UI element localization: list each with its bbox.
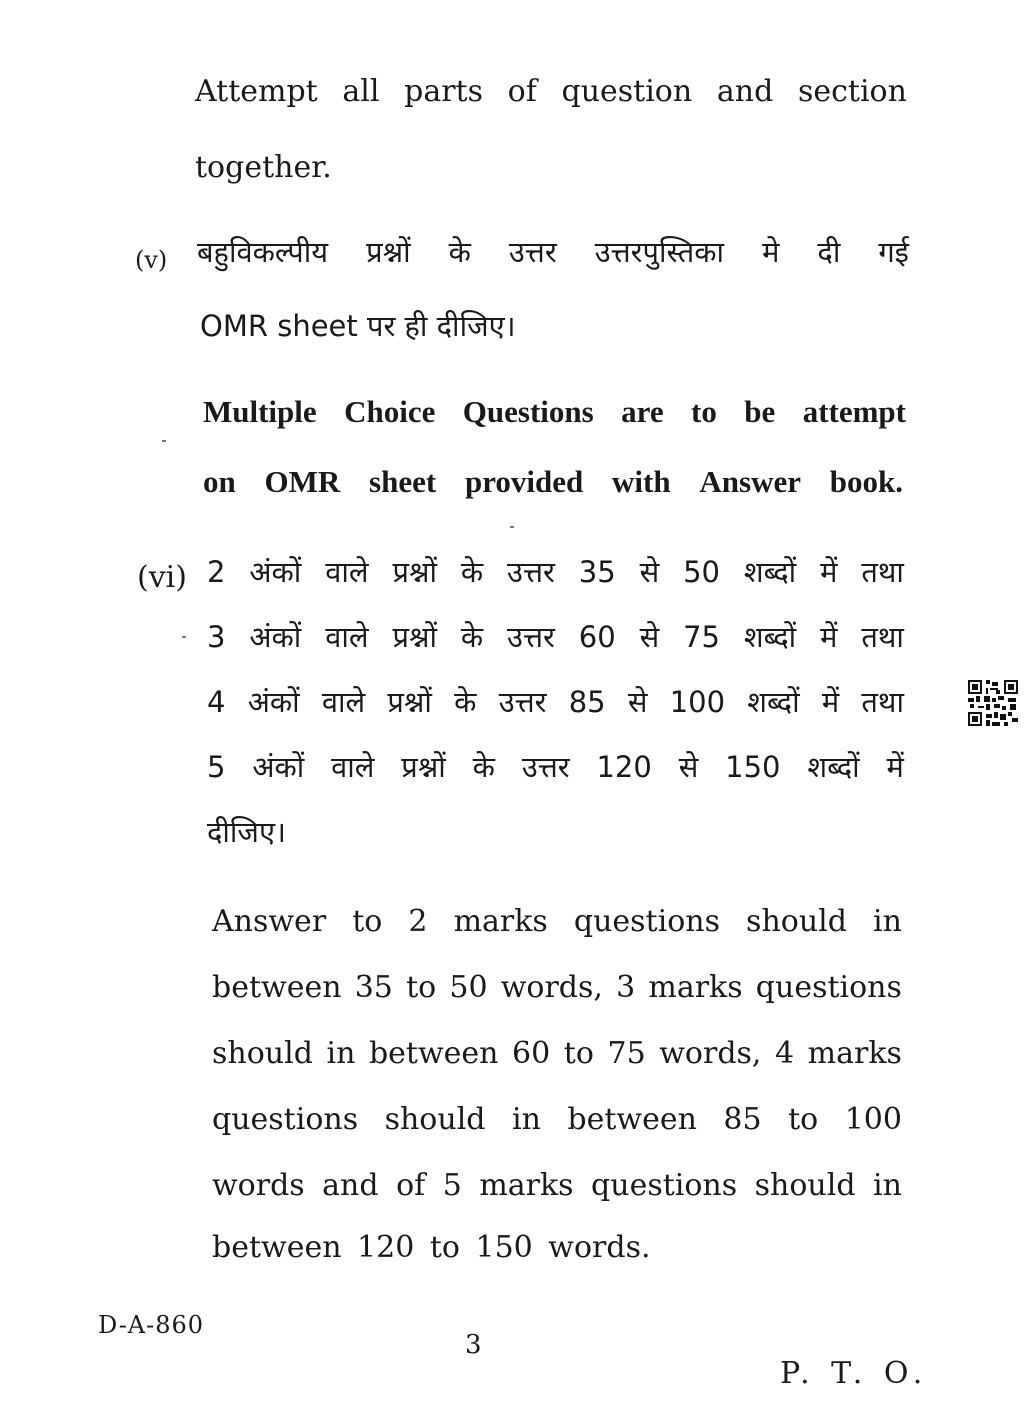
item-v-english-line-2 bbox=[203, 462, 903, 502]
word: 100 bbox=[669, 685, 726, 719]
word: questions bbox=[212, 1102, 359, 1137]
word: के bbox=[472, 750, 495, 784]
word: questions bbox=[591, 1168, 738, 1203]
word: 3 bbox=[207, 620, 226, 654]
word: के bbox=[460, 620, 484, 654]
item-v-english-line-1 bbox=[203, 392, 906, 432]
word: 35 bbox=[578, 555, 616, 589]
word: मे bbox=[762, 235, 780, 269]
word: 150 bbox=[725, 750, 781, 784]
word: in bbox=[326, 1036, 356, 1071]
word: Attempt bbox=[195, 74, 318, 109]
word: 50 bbox=[449, 970, 488, 1005]
word: उत्तर bbox=[508, 235, 557, 269]
item-v-hindi-line-2: OMR sheet पर ही दीजिए। bbox=[200, 309, 516, 343]
word: should bbox=[384, 1102, 486, 1137]
item-vi-english-line-2 bbox=[212, 968, 902, 1008]
word: Answer bbox=[212, 904, 327, 939]
word: में bbox=[886, 750, 904, 784]
item-vi-hindi-line-2 bbox=[207, 617, 904, 657]
word: attempt bbox=[802, 394, 906, 429]
word: बहुविकल्पीय bbox=[197, 235, 329, 269]
page-number: 3 bbox=[465, 1330, 482, 1360]
scan-speck bbox=[510, 526, 514, 528]
word: उत्तर bbox=[521, 750, 570, 784]
word: 2 bbox=[207, 555, 226, 589]
word: में bbox=[821, 685, 840, 719]
word: के bbox=[454, 685, 477, 719]
word: in bbox=[873, 1168, 902, 1203]
word: 50 bbox=[683, 555, 720, 589]
word: 75 bbox=[607, 1036, 646, 1071]
word: to bbox=[788, 1102, 819, 1137]
word: के bbox=[460, 555, 484, 589]
word: marks bbox=[648, 970, 743, 1005]
word: अंकों bbox=[249, 620, 302, 654]
word: question bbox=[561, 74, 693, 109]
word: questions bbox=[573, 904, 720, 939]
word: Questions bbox=[462, 394, 594, 429]
word: parts bbox=[404, 74, 483, 109]
word: 100 bbox=[844, 1102, 902, 1137]
word: से bbox=[627, 685, 648, 719]
word: 4 bbox=[775, 1036, 795, 1071]
word: on bbox=[203, 464, 236, 499]
word: प्रश्नों bbox=[401, 750, 446, 784]
word: में bbox=[820, 555, 838, 589]
word: sheet bbox=[369, 464, 437, 499]
word: to bbox=[406, 970, 437, 1005]
word: वाले bbox=[321, 685, 366, 719]
word: अंकों bbox=[247, 685, 300, 719]
word: 85 bbox=[723, 1102, 762, 1137]
item-vi-english-line-3 bbox=[212, 1034, 902, 1074]
word: to bbox=[352, 904, 383, 939]
word: provided bbox=[464, 464, 584, 499]
word: 4 bbox=[207, 685, 226, 719]
word: प्रश्नों bbox=[392, 620, 437, 654]
word: गई bbox=[878, 235, 909, 269]
scan-speck bbox=[162, 440, 166, 442]
word: between bbox=[368, 1036, 499, 1071]
item-vi-marker: (vi) bbox=[137, 560, 187, 595]
word: शब्दों bbox=[743, 620, 797, 654]
word: section bbox=[797, 74, 907, 109]
continuation-line-1 bbox=[195, 72, 907, 112]
word: Choice bbox=[344, 394, 436, 429]
word: प्रश्नों bbox=[387, 685, 432, 719]
word: तथा bbox=[861, 555, 904, 589]
word: in bbox=[511, 1102, 541, 1137]
please-turn-over: P. T. O. bbox=[780, 1356, 929, 1391]
word: with bbox=[612, 464, 671, 499]
word: of bbox=[396, 1168, 426, 1203]
word: 3 bbox=[616, 970, 636, 1005]
word: तथा bbox=[861, 620, 904, 654]
word: 60 bbox=[578, 620, 616, 654]
word: उत्तर bbox=[507, 620, 555, 654]
word: से bbox=[639, 555, 660, 589]
item-vi-english-line-4 bbox=[212, 1100, 902, 1140]
item-v-marker: (v) bbox=[135, 246, 168, 274]
word: उत्तरपुस्तिका bbox=[594, 235, 725, 269]
word: 85 bbox=[568, 685, 606, 719]
word: उत्तर bbox=[498, 685, 547, 719]
item-vi-hindi-line-1 bbox=[207, 552, 904, 592]
word: all bbox=[342, 74, 380, 109]
item-vi-english-line-6: between 120 to 150 words. bbox=[212, 1230, 651, 1265]
word: प्रश्नों bbox=[392, 555, 437, 589]
word: 120 bbox=[596, 750, 652, 784]
word: अंकों bbox=[252, 750, 305, 784]
word: OMR bbox=[264, 464, 341, 499]
word: उत्तर bbox=[507, 555, 555, 589]
scan-speck bbox=[182, 636, 186, 638]
item-vi-english-line-1 bbox=[212, 902, 902, 942]
word: 5 bbox=[207, 750, 226, 784]
item-vi-hindi-line-5: दीजिए। bbox=[207, 815, 286, 849]
word: be bbox=[744, 394, 776, 429]
item-vi-hindi-line-4 bbox=[207, 747, 904, 787]
word: to bbox=[691, 394, 717, 429]
word: should bbox=[212, 1036, 313, 1071]
word: and bbox=[716, 74, 774, 109]
word: Answer bbox=[699, 464, 801, 499]
word: between bbox=[212, 970, 342, 1005]
word: in bbox=[873, 904, 902, 939]
word: शब्दों bbox=[743, 555, 797, 589]
word: words, bbox=[500, 970, 603, 1005]
word: 5 bbox=[442, 1168, 462, 1203]
qr-code-icon bbox=[968, 680, 1018, 726]
word: वाले bbox=[325, 620, 369, 654]
word: से bbox=[678, 750, 699, 784]
word: से bbox=[639, 620, 660, 654]
word: should bbox=[754, 1168, 856, 1203]
word: वाले bbox=[325, 555, 369, 589]
word: 35 bbox=[354, 970, 393, 1005]
word: में bbox=[820, 620, 838, 654]
word: के bbox=[448, 235, 471, 269]
word: are bbox=[621, 394, 664, 429]
word: शब्दों bbox=[747, 685, 800, 719]
word: Multiple bbox=[203, 394, 317, 429]
word: 75 bbox=[683, 620, 720, 654]
word: दी bbox=[817, 235, 841, 269]
word: words, bbox=[659, 1036, 762, 1071]
word: words bbox=[212, 1168, 305, 1203]
word: to bbox=[563, 1036, 594, 1071]
item-vi-english-line-5 bbox=[212, 1166, 902, 1206]
word: book. bbox=[829, 464, 903, 499]
word: 60 bbox=[512, 1036, 551, 1071]
word: should bbox=[746, 904, 847, 939]
word: तथा bbox=[861, 685, 904, 719]
item-v-hindi-line-1 bbox=[197, 232, 909, 272]
paper-code: D-A-860 bbox=[98, 1311, 205, 1339]
word: प्रश्नों bbox=[366, 235, 411, 269]
word: marks bbox=[479, 1168, 574, 1203]
word: 2 bbox=[408, 904, 428, 939]
word: between bbox=[567, 1102, 697, 1137]
word: of bbox=[507, 74, 537, 109]
word: marks bbox=[807, 1036, 902, 1071]
word: marks bbox=[453, 904, 548, 939]
word: शब्दों bbox=[807, 750, 860, 784]
word: and bbox=[322, 1168, 379, 1203]
word: अंकों bbox=[249, 555, 302, 589]
item-vi-hindi-line-3 bbox=[207, 682, 904, 722]
word: वाले bbox=[331, 750, 375, 784]
word: questions bbox=[755, 970, 902, 1005]
continuation-line-2: together. bbox=[195, 150, 332, 185]
